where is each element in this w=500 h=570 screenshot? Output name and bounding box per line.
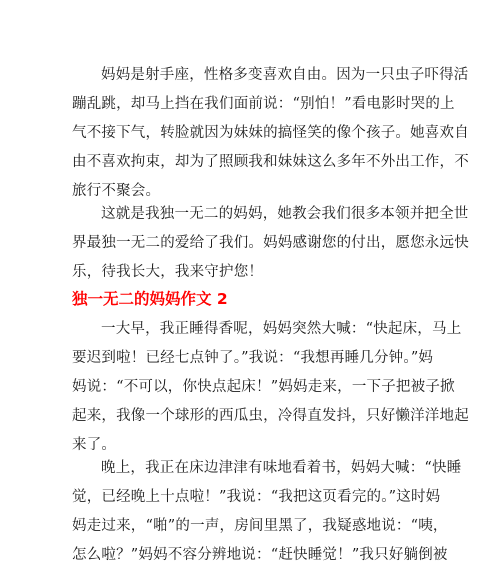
text-line: 乐，待我长大，我来守护您！ bbox=[72, 264, 264, 280]
text-line: 来了。 bbox=[72, 437, 117, 453]
text-line: 旅行不聚会。 bbox=[72, 183, 161, 199]
text-line: 妈妈是射手座，性格多变喜欢自由。因为一只虫子吓得活 bbox=[101, 67, 469, 83]
text-line: 蹦乱跳，却马上挡在我们面前说：“别怕！”看电影时哭的上 bbox=[72, 96, 455, 112]
paragraph-evening bbox=[72, 454, 462, 570]
text-line: 一大早，我正睡得香呢，妈妈突然大喊：“快起床，马上 bbox=[101, 321, 462, 337]
text-line: 界最独一无二的爱给了我们。妈妈感谢您的付出，愿您永远快 bbox=[72, 235, 469, 251]
essay-heading: 独一无二的妈妈作文 2 bbox=[72, 290, 228, 308]
text-line: 怎么啦？”妈妈不容分辨地说：“赶快睡觉！”我只好躺倒被 bbox=[72, 547, 448, 563]
text-line: 这就是我独一无二的妈妈，她教会我们很多本领并把全世 bbox=[101, 206, 469, 222]
text-line: 由不喜欢拘束，却为了照顾我和妹妹这么多年不外出工作，不 bbox=[72, 154, 469, 170]
text-line: 要迟到啦！已经七点钟了。”我说：“我想再睡几分钟。”妈 bbox=[72, 350, 434, 366]
text-line: 妈走过来，“啪”的一声，房间里黑了，我疑惑地说：“咦， bbox=[72, 518, 448, 534]
paragraph-mother-personality bbox=[72, 61, 469, 206]
text-line: 起来，我像一个球形的西瓜虫，冷得直发抖，只好懒洋洋地起 bbox=[72, 408, 469, 424]
text-line: 觉，已经晚上十点啦！”我说：“我把这页看完的。”这时妈 bbox=[72, 489, 441, 505]
paragraph-unique-mother bbox=[72, 200, 469, 287]
text-line: 晚上，我正在床边津津有味地看着书，妈妈大喊：“快睡 bbox=[101, 460, 462, 476]
text-line: 气不接下气，转脸就因为妹妹的搞怪笑的像个孩子。她喜欢自 bbox=[72, 125, 469, 141]
paragraph-morning bbox=[72, 315, 469, 460]
text-line: 妈说：“不可以，你快点起床！”妈妈走来，一下子把被子掀 bbox=[72, 379, 455, 395]
